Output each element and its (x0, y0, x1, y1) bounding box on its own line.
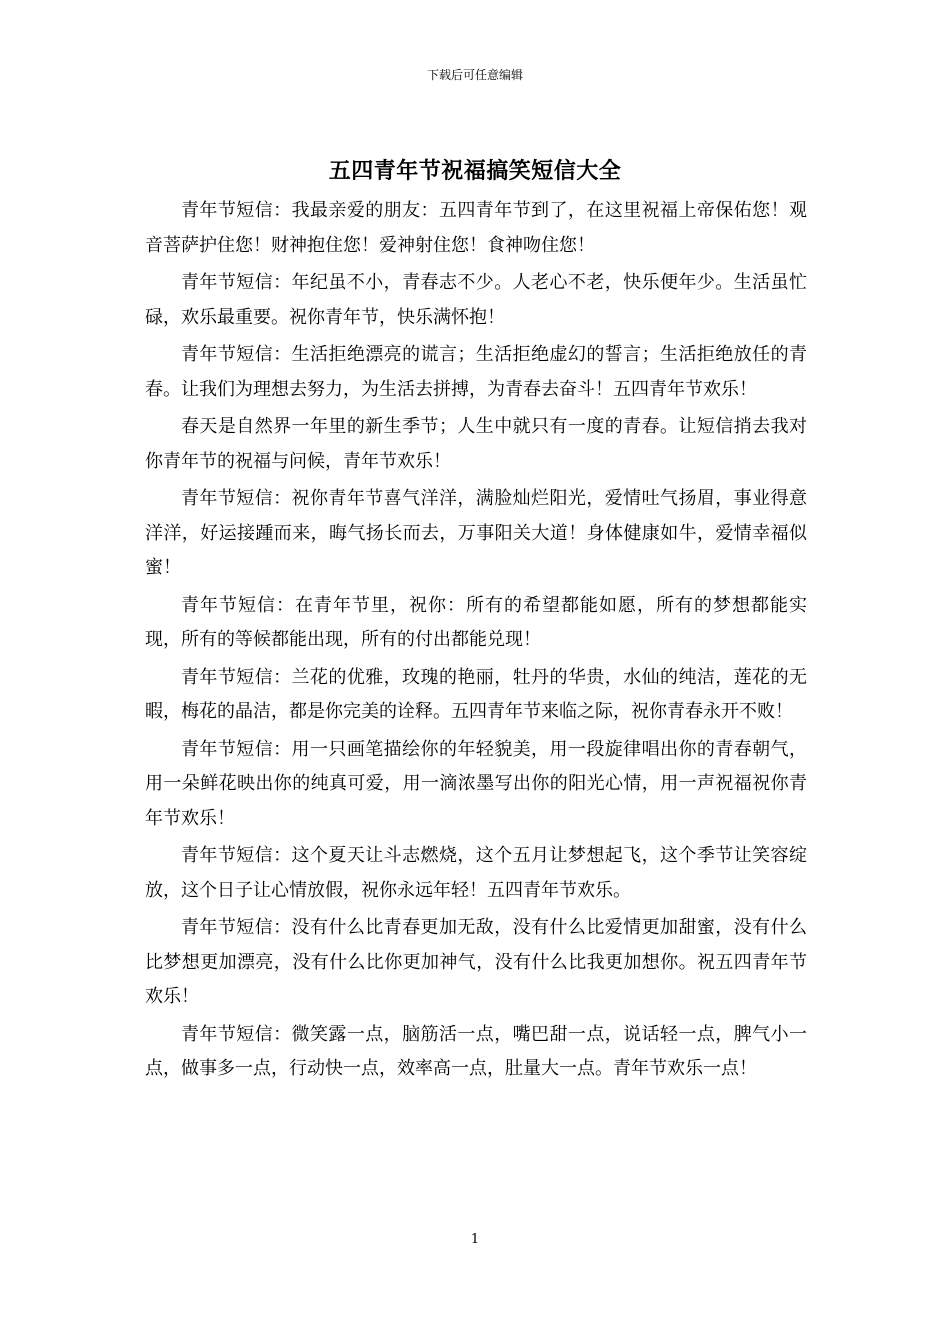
paragraph: 青年节短信：生活拒绝漂亮的谎言；生活拒绝虚幻的誓言；生活拒绝放任的青春。让我们为理想去努力，为生活去拼搏，为青春去奋斗！五四青年节欢乐！ (145, 344, 807, 400)
paragraph: 青年节短信：祝你青年节喜气洋洋，满脸灿烂阳光，爱情吐气扬眉，事业得意洋洋，好运接踵而来，晦气扬长而去，万事阳关大道！身体健康如牛，爱情幸福似蜜！ (145, 488, 807, 578)
paragraph: 青年节短信：用一只画笔描绘你的年轻貌美，用一段旋律唱出你的青春朝气，用一朵鲜花映出你的纯真可爱，用一滴浓墨写出你的阳光心情，用一声祝福祝你青年节欢乐！ (145, 738, 807, 829)
paragraph: 青年节短信：微笑露一点，脑筋活一点，嘴巴甜一点，说话轻一点，脾气小一点，做事多一点，行动快一点，效率高一点，肚量大一点。青年节欢乐一点！ (145, 1023, 807, 1079)
page-number: 1 (470, 1232, 480, 1247)
document-body (145, 194, 807, 1090)
paragraph: 青年节短信：这个夏天让斗志燃烧，这个五月让梦想起飞，这个季节让笑容绽放，这个日子让心情放假，祝你永远年轻！五四青年节欢乐。 (145, 845, 807, 901)
paragraph: 青年节短信：年纪虽不小，青春志不少。人老心不老，快乐便年少。生活虽忙碌，欢乐最重要。祝你青年节，快乐满怀抱！ (145, 272, 807, 328)
document-title: 五四青年节祝福搞笑短信大全 (328, 158, 622, 184)
paragraph: 青年节短信：没有什么比青春更加无敌，没有什么比爱情更加甜蜜，没有什么比梦想更加漂亮，没有什么比你更加神气，没有什么比我更加想你。祝五四青年节欢乐！ (145, 917, 807, 1007)
paragraph: 青年节短信：在青年节里，祝你：所有的希望都能如愿，所有的梦想都能实现，所有的等候都能出现，所有的付出都能兑现！ (145, 594, 807, 650)
paragraph: 春天是自然界一年里的新生季节；人生中就只有一度的青春。让短信捎去我对你青年节的祝福与问候，青年节欢乐！ (145, 416, 807, 472)
page-header: 下载后可任意编辑 (426, 68, 523, 82)
paragraph: 青年节短信：兰花的优雅，玫瑰的艳丽，牡丹的华贵，水仙的纯洁，莲花的无暇，梅花的晶洁，都是你完美的诠释。五四青年节来临之际，祝你青春永开不败！ (145, 666, 807, 722)
paragraph: 青年节短信：我最亲爱的朋友：五四青年节到了，在这里祝福上帝保佑您！观音菩萨护住您！财神抱住您！爱神射住您！食神吻住您！ (145, 200, 807, 256)
